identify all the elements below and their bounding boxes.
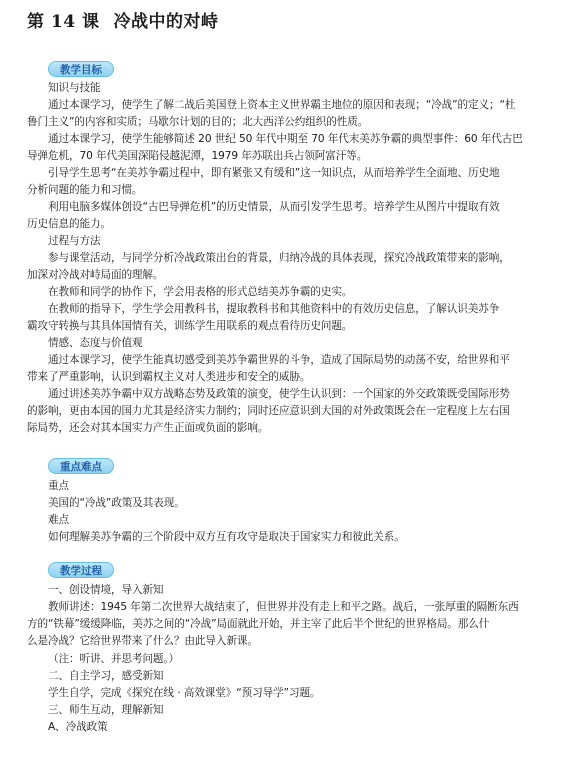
paragraph-line: 在教师和同学的协作下，学会用表格的形式总结美苏争霸的史实。 (48, 286, 353, 298)
step-heading: 一、创设情境，导入新知 (48, 584, 164, 596)
paragraph-line: 鲁门主义”的内容和实质；马歇尔计划的目的；北大西洋公约组织的性质。 (27, 116, 369, 128)
paragraph-line: 的影响，更由本国的国力尤其是经济实力制约；同时还应意识到大国的对外政策既会在一定程度上左右国 (27, 405, 510, 417)
step-heading: 二、自主学习，感受新知 (48, 670, 164, 682)
paragraph-line: 通过本课学习，使学生能够简述 20 世纪 50 年代中期至 70 年代末美苏争霸的典型事件：60 年代古巴 (48, 133, 523, 145)
subheading-process-method: 过程与方法 (48, 235, 101, 247)
paragraph-line: 如何理解美苏争霸的三个阶段中双方互有攻守是取决于国家实力和彼此关系。 (48, 531, 405, 543)
paragraph-line: 通过本课学习，使学生能真切感受到美苏争霸世界的斗争，造成了国际局势的动荡不安，给世界和平 (48, 354, 510, 366)
paragraph-line: 学生自学，完成《探究在线 · 高效课堂》“预习导学”习题。 (48, 687, 321, 699)
lesson-title (27, 7, 219, 32)
subsection-heading: A、冷战政策 (48, 721, 108, 733)
paragraph-line: 霸攻守转换与其具体国情有关，训练学生用联系的观点看待历史问题。 (27, 320, 353, 332)
subheading-key: 重点 (48, 480, 69, 492)
paragraph-line: 带来了严重影响，认识到霸权主义对人类进步和安全的威胁。 (27, 371, 311, 383)
lesson-name: 冷战中的对峙 (113, 12, 219, 32)
note-line: （注：听讲、并思考问题。） (48, 653, 180, 665)
paragraph-line: 导弹危机，70 年代美国深陷侵越泥潭，1979 年苏联出兵占领阿富汗等。 (27, 150, 368, 162)
paragraph-line: 方的“铁幕”缓缓降临，美苏之间的“冷战”局面就此开始，并主宰了此后半个世纪的世界格局。那么什 (27, 618, 490, 630)
paragraph-line: 利用电脑多媒体创设“古巴导弹危机”的历史情景，从而引发学生思考。培养学生从图片中提取有效 (48, 201, 500, 213)
paragraph-line: 教师讲述：1945 年第二次世界大战结束了，但世界并没有走上和平之路。战后，一张厚重的隔断东西 (48, 601, 519, 613)
section-badge-goals: 教学目标 (48, 61, 114, 77)
section-badge-process: 教学过程 (48, 562, 114, 578)
step-heading: 三、师生互动，理解新知 (48, 704, 164, 716)
paragraph-line: 参与课堂活动，与同学分析冷战政策出台的背景，归纳冷战的具体表现，探究冷战政策带来的影响， (48, 252, 510, 264)
paragraph-line: 际局势，还会对其本国实力产生正面或负面的影响。 (27, 422, 269, 434)
paragraph-line: 美国的“冷战”政策及其表现。 (48, 497, 185, 509)
subheading-knowledge: 知识与技能 (48, 82, 101, 94)
section-badge-key-points: 重点难点 (48, 458, 114, 474)
paragraph-line: 通过讲述美苏争霸中双方战略态势及政策的演变，使学生认识到：一个国家的外交政策既受国际形势 (48, 388, 510, 400)
paragraph-line: 通过本课学习，使学生了解二战后美国登上资本主义世界霸主地位的原因和表现；“冷战”的定义；“杜 (48, 99, 516, 111)
subheading-attitude-values: 情感、态度与价值观 (48, 337, 143, 349)
paragraph-line: 分析问题的能力和习惯。 (27, 184, 143, 196)
subheading-difficulty: 难点 (48, 514, 69, 526)
paragraph-line: 历史信息的能力。 (27, 218, 111, 230)
paragraph-line: 在教师的指导下，学生学会用教科书，提取教科书和其他资料中的有效历史信息，了解认识美苏争 (48, 303, 500, 315)
paragraph-line: 加深对冷战对峙局面的理解。 (27, 269, 164, 281)
paragraph-line: 么是冷战？它给世界带来了什么？由此导入新课。 (27, 635, 258, 647)
paragraph-line: 引导学生思考“在美苏争霸过程中，即有紧张又有缓和”这一知识点，从而培养学生全面地、历史地 (48, 167, 500, 179)
lesson-number: 第 14 课 (27, 12, 100, 32)
